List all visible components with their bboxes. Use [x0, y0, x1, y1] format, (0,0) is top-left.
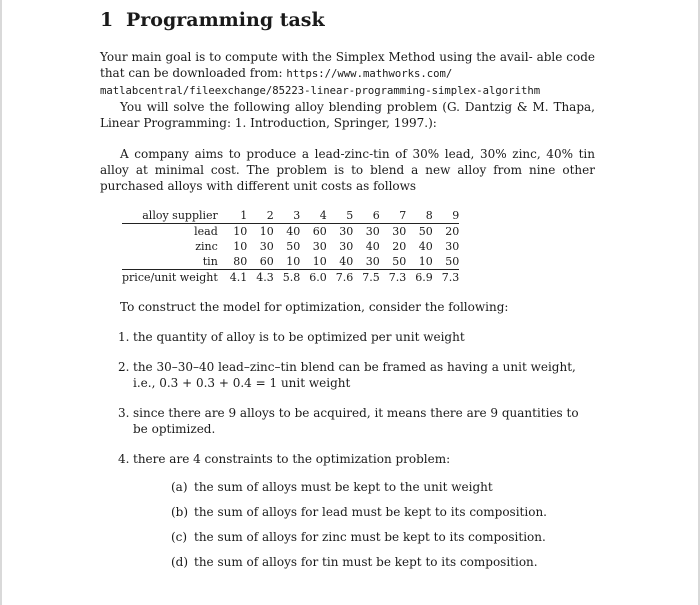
table-cell: 30	[339, 225, 354, 238]
table-header-cell: 4	[300, 208, 327, 224]
list-item-number: 3.	[118, 406, 130, 420]
problem-paragraph: A company aims to produce a lead-zinc-tin of 30% lead, 30% zinc, 40% tin alloy at minimal cost. The problem is to blend a new alloy from nine other purchased alloys with different unit costs as follows	[100, 147, 595, 193]
table-cell: 30	[392, 225, 407, 238]
table-header-cell: 8	[406, 208, 433, 224]
table-cell: price/unit weight	[122, 271, 218, 284]
table-cell: 40	[286, 225, 301, 238]
table-cell: 7.5	[362, 271, 380, 284]
table-cell: 4.1	[229, 271, 248, 284]
table-cell: 7.3	[388, 271, 407, 284]
table-cell: 10	[300, 254, 327, 270]
intro-line-2: able code that can be downloaded from:	[100, 50, 595, 80]
table-cell: 10	[233, 225, 248, 238]
table-cell: 50	[380, 254, 407, 270]
sublist-item	[133, 479, 595, 495]
sublist-item-text: the sum of alloys for lead must be kept to its composition.	[194, 505, 547, 519]
table-cell: 30	[365, 225, 380, 238]
list-item-number: 1.	[118, 330, 130, 344]
table-header-cell: 7	[380, 208, 407, 224]
sublist-item	[133, 529, 595, 545]
list-item-text: there are 4 constraints to the optimization problem:	[133, 452, 451, 466]
list-item-number: 2.	[118, 360, 130, 374]
table-cell: 30	[339, 240, 354, 253]
table-header-row	[122, 208, 459, 224]
list-item-text: the 30–30–40 lead–zinc–tin blend can be framed as having a unit weight, i.e., 0.3 + 0.3 + 0.4 = 1 unit weight	[133, 360, 576, 390]
section-number: 1	[100, 9, 114, 31]
sublist-item-label: (d)	[171, 555, 189, 569]
table-cell: 30	[259, 240, 274, 253]
sublist-item	[133, 504, 595, 520]
table-cell: 60	[312, 225, 327, 238]
sublist-item	[133, 554, 595, 570]
table-cell: 10	[274, 254, 301, 270]
table-cell: 50	[433, 254, 460, 270]
table-cell: 7.6	[335, 271, 354, 284]
page-left-edge	[0, 0, 2, 605]
table-cell: 7.3	[441, 271, 460, 284]
table-cell: 10	[259, 225, 274, 238]
sublist-item-text: the sum of alloys must be kept to the unit weight	[194, 480, 493, 494]
list-item-number: 4.	[118, 452, 130, 466]
table-cell: 30	[312, 240, 327, 253]
table-cell: 10	[233, 240, 248, 253]
table-header-cell: 6	[353, 208, 380, 224]
table-row-price	[122, 270, 459, 286]
table-cell: zinc	[195, 240, 218, 253]
table-cell: 40	[365, 240, 380, 253]
section-title: Programming task	[126, 9, 325, 31]
intro-paragraph	[100, 49, 595, 99]
section-heading	[100, 8, 595, 34]
table-cell: 20	[392, 240, 407, 253]
numbered-list	[100, 329, 595, 570]
list-item	[100, 451, 595, 570]
list-item-text: the quantity of alloy is to be optimized per unit weight	[133, 330, 465, 344]
table-header-cell: alloy supplier	[122, 208, 221, 224]
table-row-lead	[122, 224, 459, 240]
table-cell: 60	[247, 254, 274, 270]
table-cell: tin	[122, 254, 221, 270]
table-cell: 30	[445, 240, 460, 253]
list-item	[100, 359, 595, 391]
sublist-item-label: (a)	[171, 480, 188, 494]
download-link-part-2[interactable]: matlabcentral/fileexchange/85223-linear-programming-simplex-algorithm	[100, 85, 541, 97]
sublist-item-label: (c)	[171, 530, 188, 544]
intro-line-1: Your main goal is to compute with the Simplex Method using the avail-	[100, 50, 533, 64]
table-cell: 30	[353, 254, 380, 270]
table-header-cell: 2	[247, 208, 274, 224]
table-cell: 50	[418, 225, 433, 238]
table-header-cell: 9	[433, 208, 460, 224]
list-item-text: since there are 9 alloys to be acquired, it means there are 9 quantities to be optimized.	[133, 406, 579, 436]
table-header-cell: 3	[274, 208, 301, 224]
alloy-table	[122, 208, 459, 285]
sublist-item-text: the sum of alloys for zinc must be kept to its composition.	[194, 530, 546, 544]
table-cell: 40	[327, 254, 354, 270]
table-cell: 40	[418, 240, 433, 253]
document-page	[100, 8, 595, 570]
sublist-item-label: (b)	[171, 505, 189, 519]
download-link-part-1[interactable]: https://www.mathworks.com/	[286, 68, 453, 80]
sublist-item-text: the sum of alloys for tin must be kept to its composition.	[194, 555, 538, 569]
table-row-tin	[122, 254, 459, 270]
table-header-cell: 1	[221, 208, 248, 224]
consider-paragraph: To construct the model for optimization, consider the following:	[120, 300, 509, 314]
table-cell: 10	[406, 254, 433, 270]
table-row-zinc	[122, 239, 459, 254]
table-cell: 6.9	[415, 271, 433, 284]
table-header-cell: 5	[327, 208, 354, 224]
constraint-sublist	[133, 479, 595, 570]
table-cell: lead	[194, 225, 218, 238]
table-cell: 5.8	[282, 271, 301, 284]
table-cell: 50	[286, 240, 301, 253]
table-cell: 80	[221, 254, 248, 270]
list-item	[100, 405, 595, 437]
table-cell: 4.3	[256, 271, 274, 284]
table-cell: 6.0	[309, 271, 327, 284]
table-cell: 20	[445, 225, 460, 238]
list-item	[100, 329, 595, 345]
task-paragraph: You will solve the following alloy blending problem (G. Dantzig & M. Thapa, Linear Programming: 1. Introduction, Springer, 1997.):	[100, 100, 595, 130]
